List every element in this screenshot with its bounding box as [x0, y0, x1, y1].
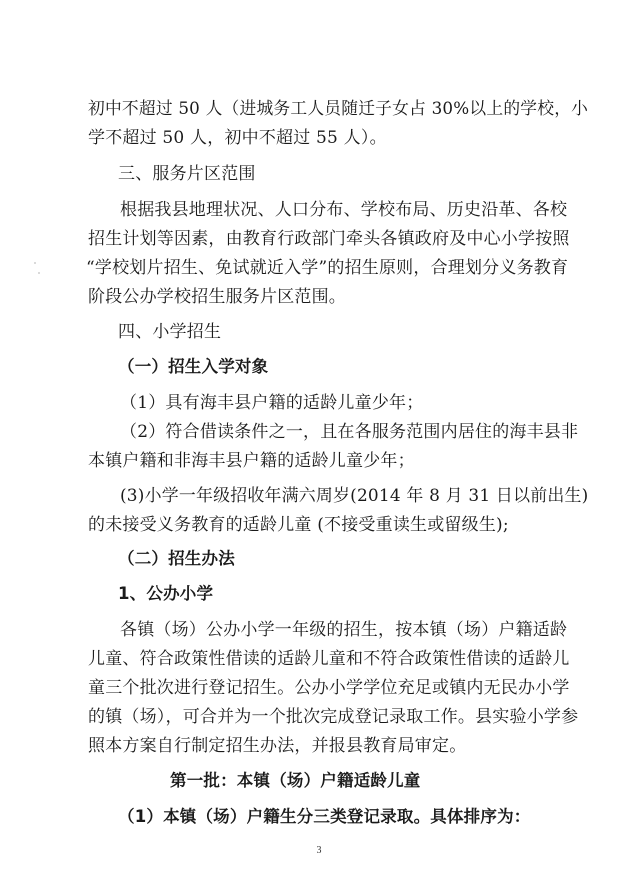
body-text-line: 的镇（场），可合并为一个批次完成登记录取工作。县实验小学参: [88, 707, 579, 727]
scan-speck: [38, 272, 40, 274]
body-text-line: 的未接受义务教育的适龄儿童 (不接受重读生或留级生);: [88, 515, 509, 535]
body-text-line: 各镇（场）公办小学一年级的招生，按本镇（场）户籍适龄: [120, 620, 568, 640]
subsection-heading: （1）本镇（场）户籍生分三类登记录取。具体排序为：: [118, 807, 531, 826]
page-number: 3: [316, 845, 322, 856]
body-text-line: 童三个批次进行登记招生。公办小学学位充足或镇内无民办小学: [88, 678, 570, 698]
subsection-heading: 1、公办小学: [118, 584, 214, 603]
list-item: （2）符合借读条件之一，且在各服务范围内居住的海丰县非: [120, 422, 579, 442]
scan-speck: [34, 262, 36, 264]
body-text-line: 儿童、符合政策性借读的适龄儿童和不符合政策性借读的适龄儿: [88, 649, 570, 669]
list-item: (3)小学一年级招收年满六周岁(2014 年 8 月 31 日以前出生): [120, 486, 589, 506]
section-heading: 三、服务片区范围: [118, 164, 256, 184]
section-heading: 四、小学招生: [118, 322, 222, 342]
body-text-line: 根据我县地理状况、人口分布、学校布局、历史沿革、各校: [120, 200, 568, 220]
batch-heading: 第一批：本镇（场）户籍适龄儿童: [170, 771, 421, 790]
body-text-line: 学不超过 50 人，初中不超过 55 人）。: [88, 128, 387, 148]
body-text-line: “学校划片招生、免试就近入学”的招生原则，合理划分义务教育: [86, 258, 569, 278]
body-text-line: 招生计划等因素，由教育行政部门牵头各镇政府及中心小学按照: [88, 229, 570, 249]
body-text-line: 照本方案自行制定招生办法，并报县教育局审定。: [88, 736, 467, 756]
subsection-heading: （二）招生办法: [118, 549, 235, 568]
list-item: （1）具有海丰县户籍的适龄儿童少年；: [120, 393, 424, 413]
body-text-line: 初中不超过 50 人（进城务工人员随迁子女占 30%以上的学校，小: [88, 99, 589, 119]
body-text-line: 阶段公办学校招生服务片区范围。: [88, 287, 346, 307]
subsection-heading: （一）招生入学对象: [118, 357, 269, 376]
body-text-line: 本镇户籍和非海丰县户籍的适龄儿童少年；: [88, 451, 415, 471]
